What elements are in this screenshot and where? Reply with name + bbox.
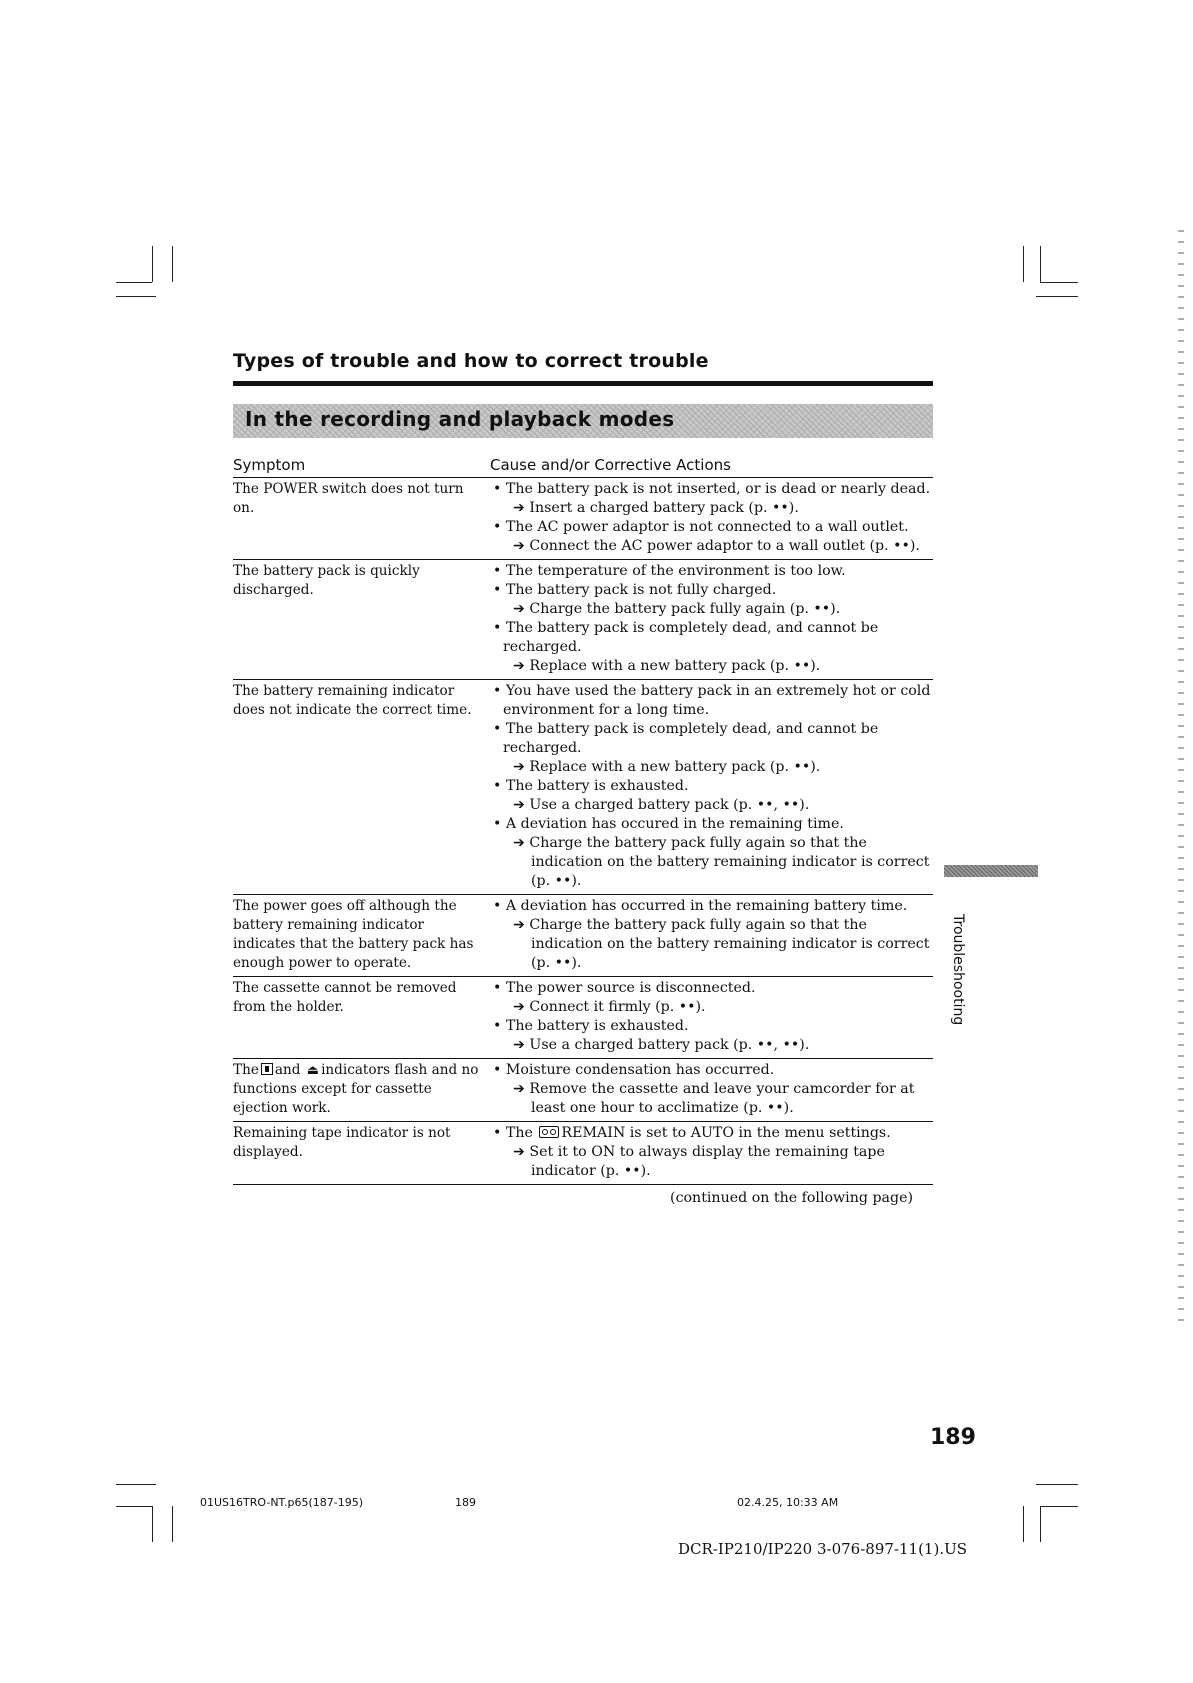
symptom-cell: The cassette cannot be removed from the holder.: [233, 980, 457, 1015]
footer-datetime: 02.4.25, 10:33 AM: [737, 1496, 839, 1509]
tape-icon: [539, 1126, 559, 1138]
crop-mark: [1036, 296, 1078, 297]
cause-cell: [490, 979, 933, 1055]
symptom-cell: The power goes off although the battery remaining indicator indicates that the battery pack has enough power to operate.: [233, 898, 474, 971]
crop-mark: [116, 1506, 152, 1507]
crop-mark: [1040, 282, 1078, 283]
cause-header: Cause and/or Corrective Actions: [490, 456, 731, 474]
crop-mark: [1040, 246, 1041, 282]
crop-mark: [1036, 1484, 1078, 1485]
trouble-table: [233, 456, 933, 1208]
cause-cell: [490, 480, 933, 556]
cause-bullet: • You have used the battery pack in an extremely hot or cold environment for a long time.: [493, 683, 931, 718]
cause-bullet: • The REMAIN is set to AUTO in the menu settings.: [493, 1125, 891, 1141]
symptom-cell: The battery remaining indicator does not indicate the correct time.: [233, 683, 472, 718]
crop-mark: [152, 1506, 153, 1542]
page-title: Types of trouble and how to correct trouble: [233, 350, 709, 372]
corrective-action: ➔ Connect the AC power adaptor to a wall outlet (p. ••).: [513, 538, 920, 554]
scan-edge-marks: [1178, 230, 1184, 1330]
footer-file: 01US16TRO-NT.p65(187-195): [200, 1496, 363, 1509]
crop-mark: [116, 282, 152, 283]
crop-mark: [116, 296, 156, 297]
eject-icon: ⏏: [306, 1063, 320, 1078]
cause-bullet: • The battery pack is completely dead, and cannot be recharged.: [493, 620, 879, 655]
table-row: [233, 895, 933, 977]
cause-bullet: • The battery pack is not fully charged.: [493, 582, 777, 598]
cause-bullet: • A deviation has occurred in the remaining battery time.: [493, 898, 908, 914]
section-heading: In the recording and playback modes: [245, 407, 675, 431]
crop-mark: [152, 246, 153, 282]
title-rule: [233, 381, 933, 386]
symptom-cell: Remaining tape indicator is not displayed.: [233, 1125, 451, 1160]
crop-mark: [1040, 1506, 1041, 1542]
table-row: [233, 1122, 933, 1185]
cause-cell: [490, 897, 933, 973]
corrective-action: ➔ Charge the battery pack fully again so that the indication on the battery remaining indicator is correct (p. ••).: [513, 917, 930, 971]
symptom-cell: The POWER switch does not turn on.: [233, 481, 464, 516]
table-header: [233, 456, 933, 478]
footer-model: DCR-IP210/IP220 3-076-897-11(1).US: [678, 1540, 968, 1558]
corrective-action: ➔ Insert a charged battery pack (p. ••).: [513, 500, 799, 516]
crop-mark: [172, 246, 173, 282]
corrective-action: ➔ Use a charged battery pack (p. ••, ••).: [513, 797, 810, 813]
corrective-action: ➔ Charge the battery pack fully again (p. ••).: [513, 601, 841, 617]
table-row: [233, 560, 933, 680]
crop-mark: [116, 1484, 156, 1485]
crop-mark: [172, 1506, 173, 1542]
corrective-action: ➔ Remove the cassette and leave your camcorder for at least one hour to acclimatize (p. ••).: [513, 1081, 915, 1116]
page-number: 189: [930, 1425, 976, 1450]
side-tab-marker: [944, 865, 1038, 877]
cause-bullet: • Moisture condensation has occurred.: [493, 1062, 775, 1078]
cause-bullet: • The battery pack is not inserted, or is dead or nearly dead.: [493, 481, 931, 497]
continued-note: (continued on the following page): [670, 1190, 913, 1206]
corrective-action: ➔ Replace with a new battery pack (p. ••).: [513, 759, 821, 775]
cause-cell: [490, 562, 933, 676]
symptom-cell: The and ⏏ indicators flash and no functions except for cassette ejection work.: [233, 1062, 479, 1116]
crop-mark: [1023, 1506, 1024, 1542]
cause-bullet: • The battery pack is completely dead, and cannot be recharged.: [493, 721, 879, 756]
corrective-action: ➔ Charge the battery pack fully again so that the indication on the battery remaining indicator is correct (p. ••).: [513, 835, 930, 889]
cause-bullet: • A deviation has occured in the remaining time.: [493, 816, 844, 832]
symptom-header: Symptom: [233, 456, 306, 474]
cause-cell: [490, 1061, 933, 1118]
cause-bullet: • The battery is exhausted.: [493, 1018, 689, 1034]
cause-bullet: • The power source is disconnected.: [493, 980, 756, 996]
table-row: [233, 478, 933, 560]
symptom-cell: The battery pack is quickly discharged.: [233, 563, 420, 598]
corrective-action: ➔ Replace with a new battery pack (p. ••).: [513, 658, 821, 674]
crop-mark: [1023, 246, 1024, 282]
cause-bullet: • The battery is exhausted.: [493, 778, 689, 794]
corrective-action: ➔ Connect it firmly (p. ••).: [513, 999, 706, 1015]
footer-page: 189: [455, 1496, 476, 1509]
section-heading-band: [233, 404, 933, 438]
cause-cell: [490, 682, 933, 891]
cause-bullet: • The AC power adaptor is not connected to a wall outlet.: [493, 519, 909, 535]
cause-bullet: • The temperature of the environment is too low.: [493, 563, 846, 579]
corrective-action: ➔ Set it to ON to always display the remaining tape indicator (p. ••).: [513, 1144, 885, 1179]
table-row: [233, 680, 933, 895]
corrective-action: ➔ Use a charged battery pack (p. ••, ••).: [513, 1037, 810, 1053]
side-tab-label: Troubleshooting: [950, 914, 966, 1026]
table-row: [233, 1059, 933, 1122]
crop-mark: [1040, 1506, 1078, 1507]
cause-cell: [490, 1124, 933, 1181]
table-row: [233, 977, 933, 1059]
record-indicator-icon: [261, 1063, 273, 1075]
